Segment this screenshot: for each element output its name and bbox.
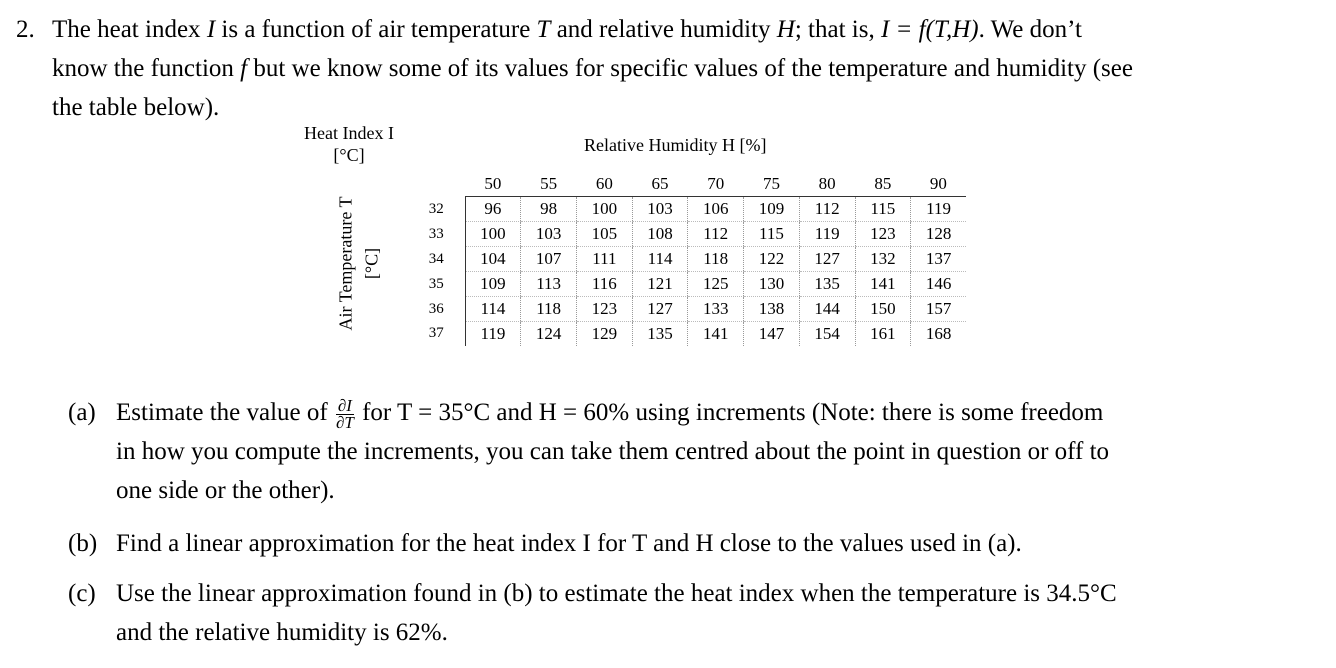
table-row [408, 197, 966, 222]
heat-index-cell: 161 [855, 322, 911, 347]
heat-index-cell: 112 [799, 197, 855, 222]
temperature-row-header: 35 [428, 275, 444, 292]
temperature-axis-label [326, 178, 382, 368]
heat-index-cell: 100 [576, 197, 632, 222]
heat-index-cell: 135 [632, 322, 688, 347]
heat-index-cell: 104 [465, 247, 521, 272]
humidity-column-header: 75 [744, 172, 800, 197]
part-a-text: in how you compute the increments, you can take them centred about the point in question or off to [116, 438, 1110, 465]
partial-derivative [335, 395, 354, 432]
heat-index-cell: 150 [855, 297, 911, 322]
heat-index-cell: 119 [465, 322, 521, 347]
intro-text: . We don’t [978, 16, 1082, 43]
intro-text: The heat index [52, 16, 207, 43]
heat-index-cell: 127 [632, 297, 688, 322]
humidity-column-header: 70 [688, 172, 744, 197]
heat-index-cell: 157 [911, 297, 966, 322]
temperature-row-header: 33 [428, 225, 444, 242]
heat-index-cell: 125 [688, 272, 744, 297]
heat-index-cell: 112 [688, 222, 744, 247]
problem-line-3: the table below). [52, 94, 220, 121]
part-a-text: one side or the other). [116, 477, 335, 504]
table-row [408, 272, 966, 297]
intro-text: and relative humidity [550, 16, 777, 43]
var-t: T [536, 16, 551, 43]
intro-text: but we know some of its values for specific values of the temperature and humidity (see [247, 55, 1133, 82]
heat-index-cell: 107 [521, 247, 577, 272]
heat-index-cell: 144 [799, 297, 855, 322]
heat-index-cell: 115 [855, 197, 911, 222]
heat-index-cell: 96 [465, 197, 521, 222]
humidity-column-header: 80 [799, 172, 855, 197]
heat-index-cell: 100 [465, 222, 521, 247]
heat-index-cell: 137 [911, 247, 966, 272]
heat-index-cell: 128 [911, 222, 966, 247]
fraction-numerator: ∂I [337, 395, 352, 415]
heat-index-cell: 129 [576, 322, 632, 347]
heat-index-cell: 121 [632, 272, 688, 297]
problem-statement [16, 10, 1306, 127]
var-h: H [776, 16, 795, 43]
intro-text: know the function [52, 55, 241, 82]
heat-index-cell: 130 [744, 272, 800, 297]
heat-index-cell: 119 [911, 197, 966, 222]
heat-index-cell: 109 [465, 272, 521, 297]
part-a-text: for T = 35°C and H = 60% using increments (Note: there is some freedom [355, 399, 1104, 426]
heat-index-cell: 118 [688, 247, 744, 272]
temperature-row-header: 37 [428, 325, 444, 342]
var-f: f [240, 55, 248, 82]
humidity-title: Relative Humidity H [%] [584, 135, 767, 155]
heat-index-cell: 168 [911, 322, 966, 347]
temperature-row-header: 34 [428, 250, 444, 267]
heat-index-cell: 114 [632, 247, 688, 272]
heat-index-cell: 123 [855, 222, 911, 247]
heat-index-cell: 111 [576, 247, 632, 272]
table-row [408, 222, 966, 247]
heat-index-title: Heat Index I [304, 123, 394, 143]
humidity-column-header: 55 [521, 172, 577, 197]
heat-index-table [408, 172, 966, 346]
part-c-label: (c) [68, 580, 96, 607]
heat-index-cell: 141 [855, 272, 911, 297]
heat-index-label [304, 122, 394, 166]
var-i: I [206, 16, 216, 43]
table-corner [408, 172, 465, 197]
table-body [408, 197, 966, 347]
heat-index-cell: 109 [744, 197, 800, 222]
part-b-text: Find a linear approximation for the heat index I for T and H close to the values used in (a). [116, 530, 1022, 557]
problem-number: 2. [16, 16, 35, 43]
humidity-column-header: 90 [911, 172, 966, 197]
humidity-header-row [408, 172, 966, 197]
heat-index-unit: [°C] [333, 145, 365, 165]
heat-index-figure [296, 120, 966, 360]
temperature-unit: [°C] [361, 247, 382, 280]
temperature-label: Air Temperature T [335, 196, 356, 331]
heat-index-cell: 123 [576, 297, 632, 322]
temperature-row-header: 32 [428, 200, 444, 217]
humidity-column-header: 85 [855, 172, 911, 197]
heat-index-cell: 146 [911, 272, 966, 297]
heat-index-cell: 118 [521, 297, 577, 322]
heat-index-cell: 98 [521, 197, 577, 222]
table-row [408, 297, 966, 322]
table-row [408, 247, 966, 272]
heat-index-cell: 106 [688, 197, 744, 222]
heat-index-cell: 113 [521, 272, 577, 297]
heat-index-cell: 115 [744, 222, 800, 247]
heat-index-cell: 138 [744, 297, 800, 322]
part-c [68, 574, 1308, 652]
heat-index-cell: 135 [799, 272, 855, 297]
heat-index-cell: 154 [799, 322, 855, 347]
heat-index-cell: 103 [632, 197, 688, 222]
heat-index-cell: 119 [799, 222, 855, 247]
heat-index-cell: 116 [576, 272, 632, 297]
heat-index-cell: 133 [688, 297, 744, 322]
heat-index-cell: 122 [744, 247, 800, 272]
intro-text: is a function of air temperature [215, 16, 537, 43]
heat-index-cell: 103 [521, 222, 577, 247]
problem-line-2 [16, 49, 1306, 88]
question-parts [68, 393, 1308, 652]
heat-index-cell: 141 [688, 322, 744, 347]
table-row [408, 322, 966, 347]
fraction-denominator: ∂T [335, 412, 354, 432]
equation: I = f(T,H) [880, 16, 979, 43]
humidity-column-header: 50 [465, 172, 521, 197]
heat-index-cell: 105 [576, 222, 632, 247]
heat-index-cell: 114 [465, 297, 521, 322]
part-c-text: Use the linear approximation found in (b) to estimate the heat index when the temperature is 34.5°C [116, 580, 1117, 607]
heat-index-cell: 108 [632, 222, 688, 247]
part-c-text: and the relative humidity is 62%. [116, 619, 448, 646]
humidity-column-header: 60 [576, 172, 632, 197]
heat-index-cell: 127 [799, 247, 855, 272]
part-b-label: (b) [68, 530, 98, 557]
part-a-label: (a) [68, 399, 96, 426]
part-a [68, 393, 1308, 510]
heat-index-cell: 147 [744, 322, 800, 347]
part-a-text: Estimate the value of [116, 399, 334, 426]
temperature-row-header: 36 [428, 300, 444, 317]
part-b [68, 524, 1308, 563]
heat-index-cell: 132 [855, 247, 911, 272]
heat-index-cell: 124 [521, 322, 577, 347]
humidity-column-header: 65 [632, 172, 688, 197]
intro-text: ; that is, [794, 16, 881, 43]
